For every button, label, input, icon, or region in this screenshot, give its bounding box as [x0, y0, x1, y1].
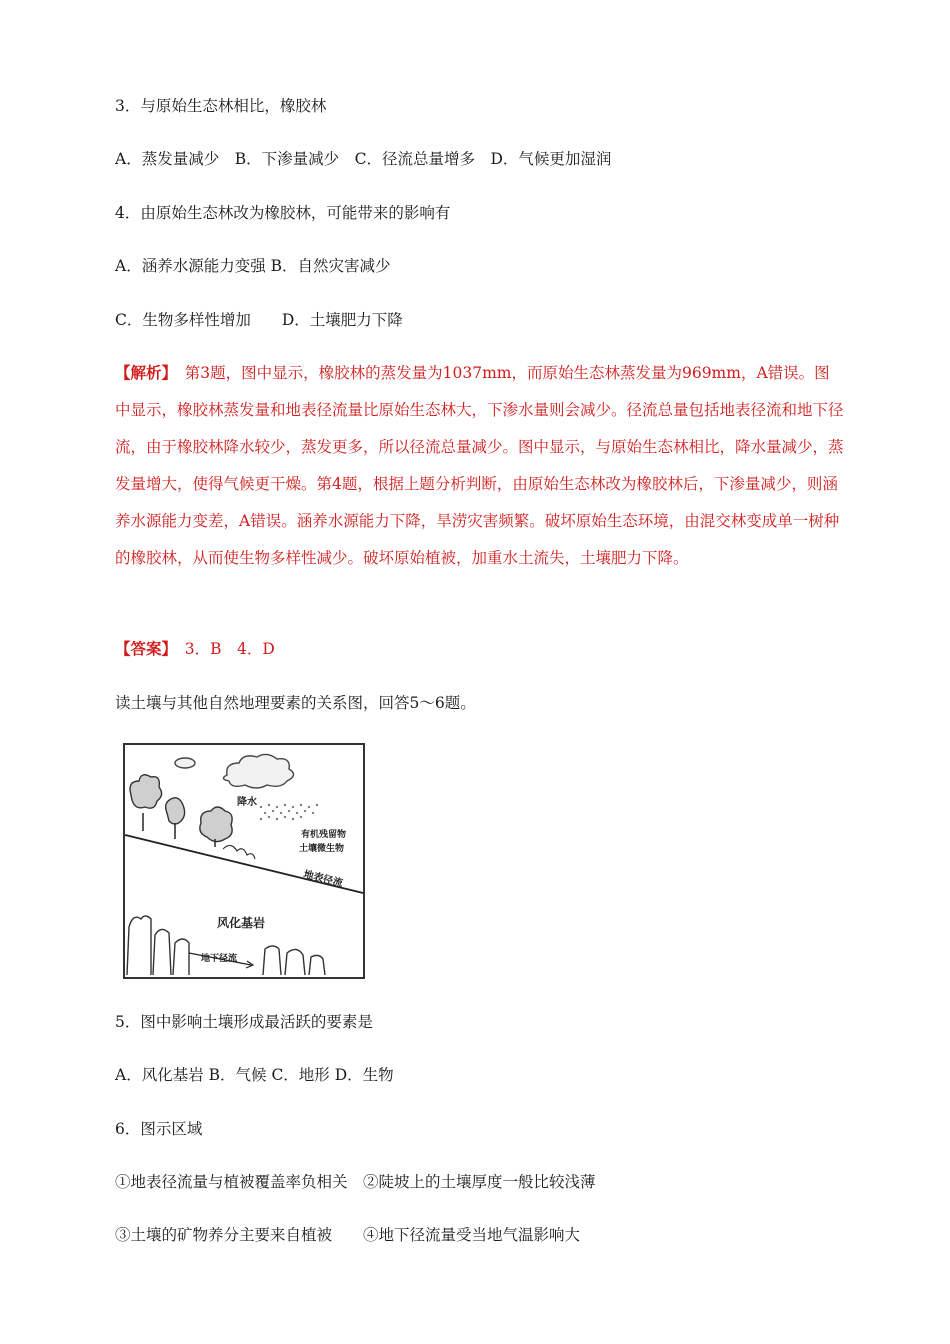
- soil-diagram: [123, 743, 365, 979]
- answer-text: 3．B 4．D: [169, 640, 275, 658]
- figure-intro: 读土壤与其他自然地理要素的关系图，回答5～6题。: [115, 694, 476, 712]
- question-3-options: A．蒸发量减少 B．下渗量减少 C．径流总量增多 D．气候更加湿润: [115, 150, 612, 168]
- analysis-block: [115, 354, 845, 577]
- label-bedrock: 风化基岩: [217, 916, 266, 930]
- analysis-tag: 【解析】: [115, 363, 170, 382]
- label-organic: 有机残留物: [301, 830, 347, 840]
- question-6-stem: 6．图示区域: [115, 1120, 203, 1138]
- answer-line: [115, 639, 275, 659]
- analysis-text: 第3题，图中显示，橡胶林的蒸发量为1037mm，而原始生态林蒸发量为969mm，A错误。图中显示，橡胶林蒸发量和地表径流量比原始生态林大，下渗水量则会减少。径流总量包括地表径流和地下径流，由于橡胶林降水较少，蒸发更多，所以径流总量减少。图中显示，与原始生态林相比，降水量减少，蒸发量增大，使得气候更干燥。第4题，根据上题分析判断，由原始生态林改为橡胶林后，下渗量减少，则涵养水源能力变差，A错误。涵养水源能力下降，旱涝灾害频繁。破坏原始生态环境，由混交林变成单一树种的橡胶林，从而使生物多样性减少。破坏原始植被，加重水土流失，土壤肥力下降。: [115, 364, 844, 567]
- label-microbe: 土壤微生物: [299, 844, 345, 854]
- soil-relationship-figure: [123, 743, 365, 979]
- question-3-stem: 3．与原始生态林相比，橡胶林: [115, 97, 327, 115]
- label-underground-runoff: 地下径流: [201, 954, 238, 964]
- question-6-options-2: ③土壤的矿物养分主要来自植被 ④地下径流量受当地气温影响大: [115, 1226, 581, 1244]
- question-5-stem: 5．图中影响土壤形成最活跃的要素是: [115, 1013, 373, 1031]
- label-rain: 降水: [237, 797, 257, 808]
- question-4-options-1: A．涵养水源能力变强 B．自然灾害减少: [115, 257, 391, 275]
- question-5-options: A．风化基岩 B．气候 C．地形 D．生物: [115, 1066, 394, 1084]
- question-4-stem: 4．由原始生态林改为橡胶林，可能带来的影响有: [115, 204, 451, 222]
- answer-tag: 【答案】: [115, 639, 170, 658]
- label-surface-runoff: 地表径流: [302, 869, 344, 890]
- question-6-options-1: ①地表径流量与植被覆盖率负相关 ②陡坡上的土壤厚度一般比较浅薄: [115, 1173, 596, 1191]
- question-4-options-2: C．生物多样性增加 D．土壤肥力下降: [115, 311, 403, 329]
